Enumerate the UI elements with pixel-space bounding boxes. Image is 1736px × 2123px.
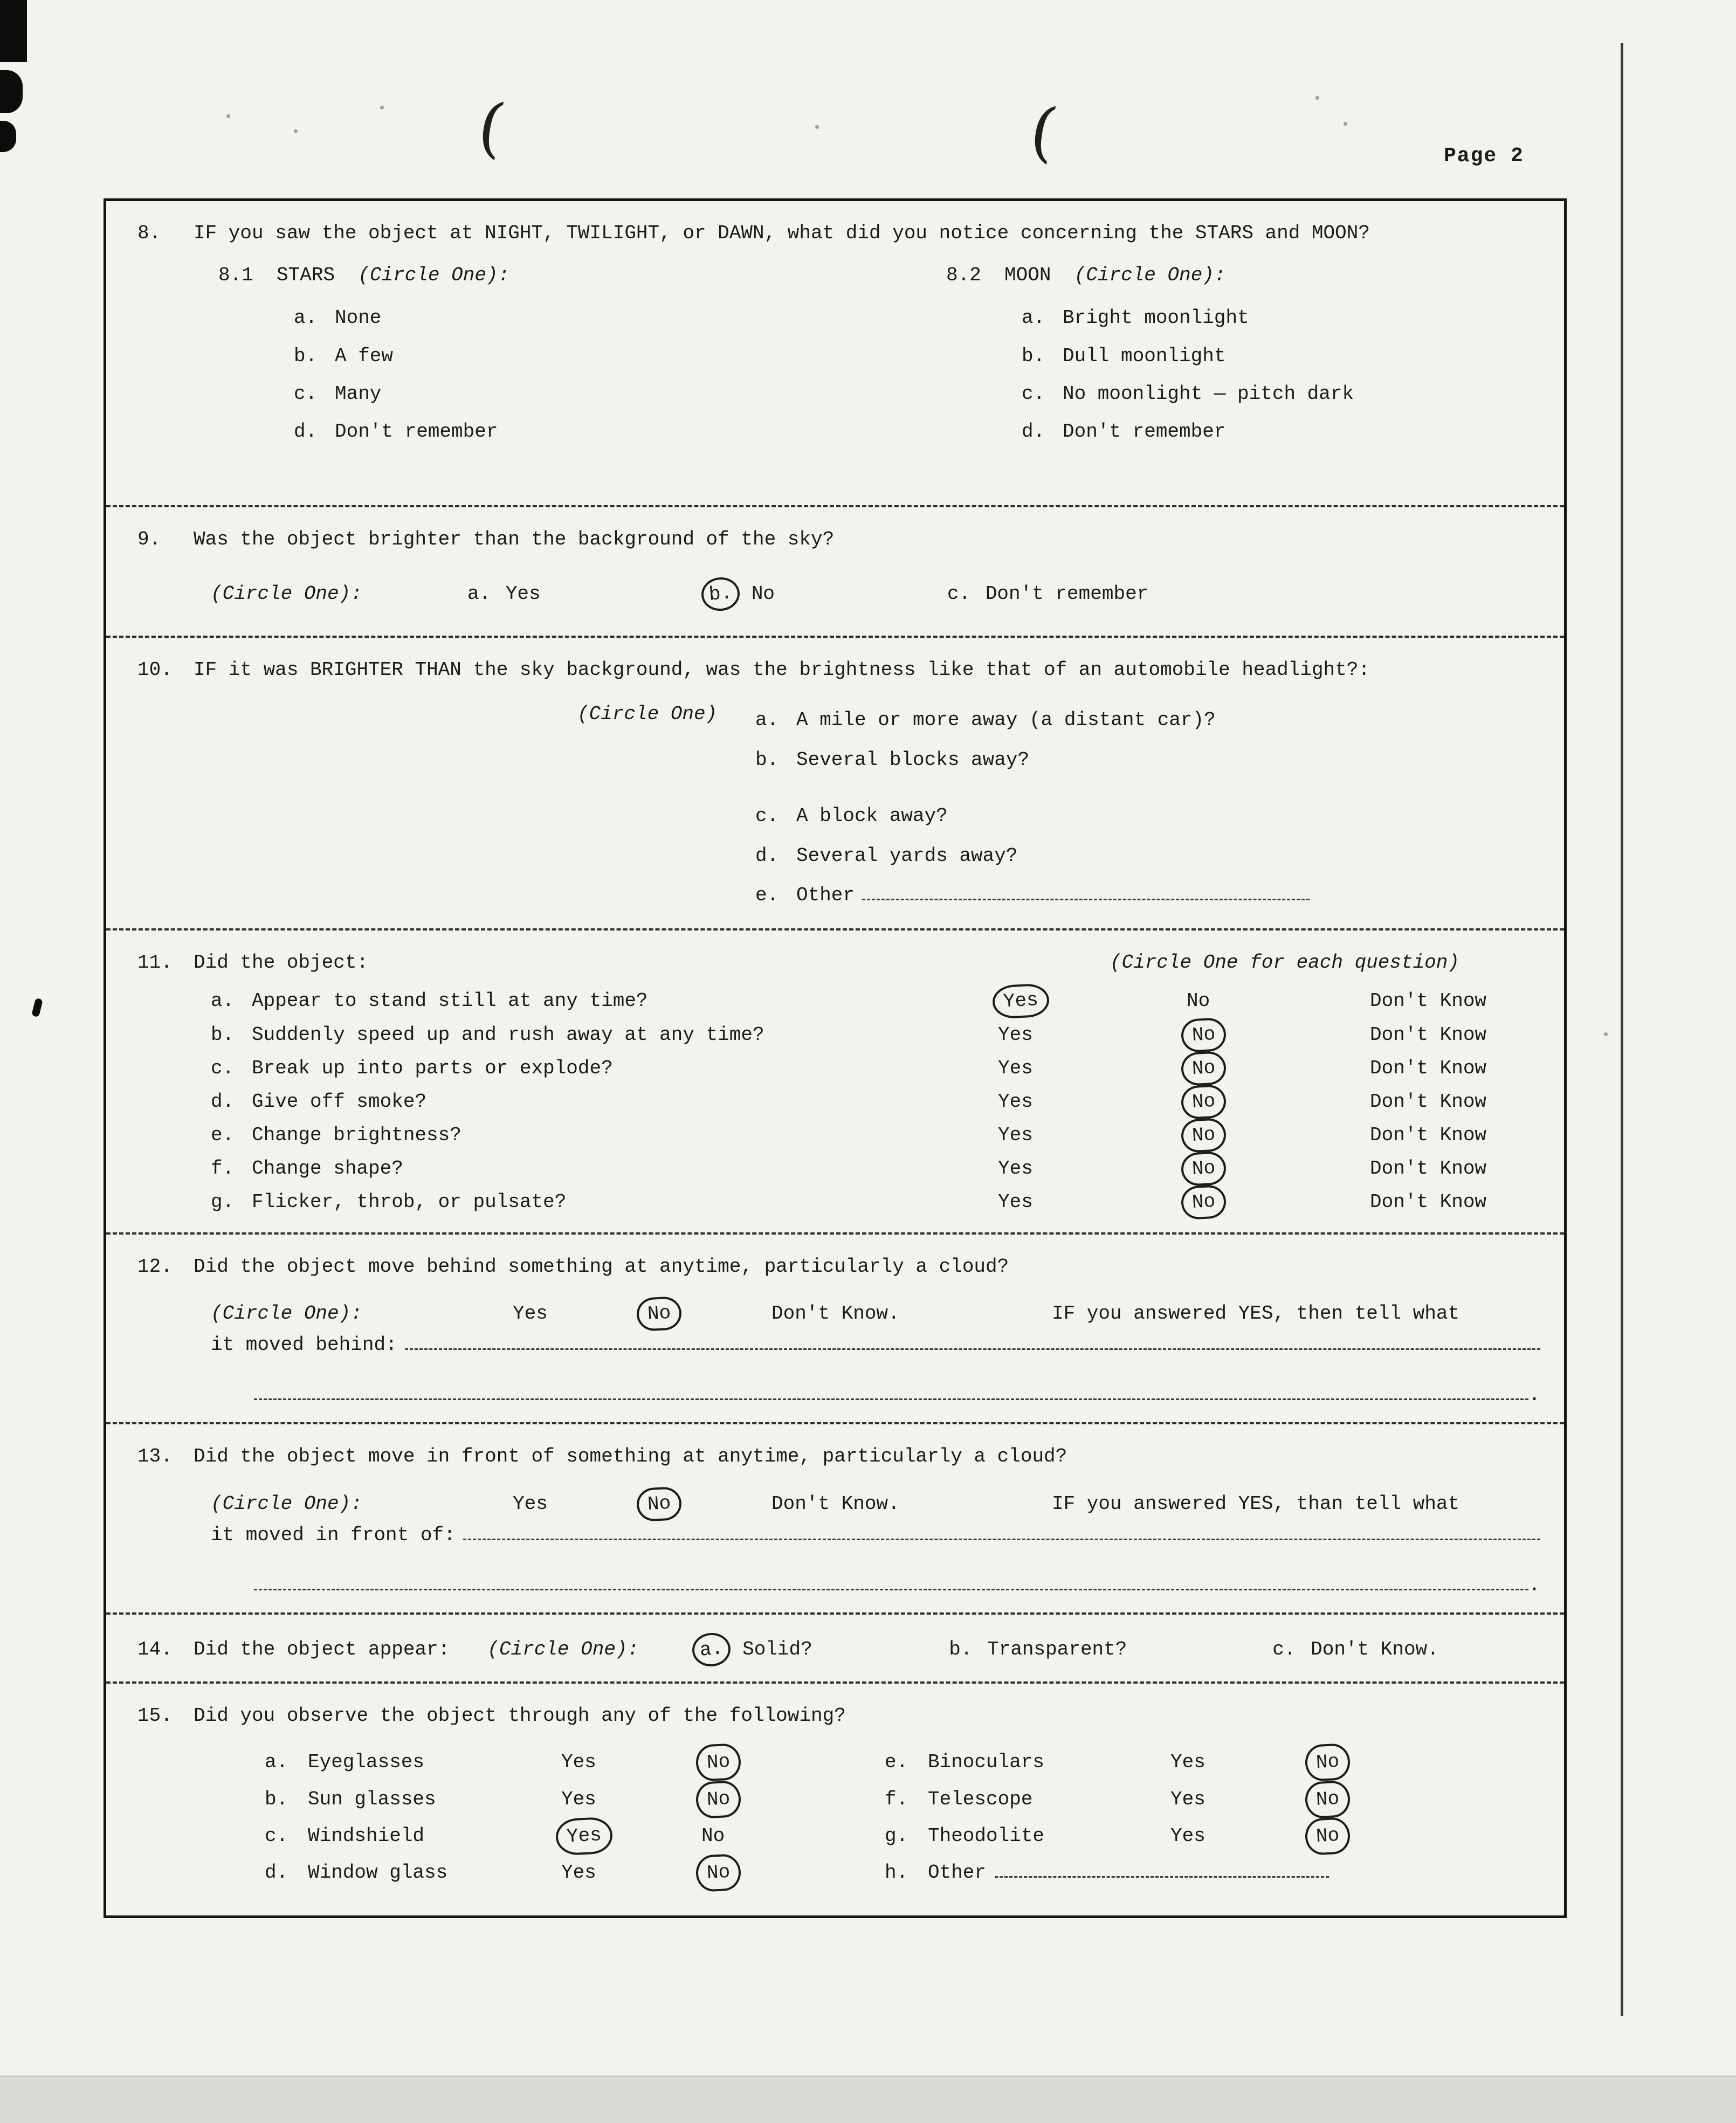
- option-letter: b.: [755, 748, 779, 771]
- answer-no[interactable]: No: [1180, 1184, 1227, 1220]
- answer-no[interactable]: No: [1304, 1743, 1351, 1782]
- item-label: Telescope: [928, 1788, 1033, 1810]
- sub-question-title: MOON: [1004, 264, 1051, 287]
- question-14-section: [106, 1615, 1564, 1684]
- sub-question-title: STARS: [277, 264, 335, 287]
- answer-yes[interactable]: Yes: [561, 1751, 596, 1774]
- question-text: Did the object move in front of something at anytime, particularly a cloud?: [194, 1445, 1067, 1468]
- question-text: IF you saw the object at NIGHT, TWILIGHT, or DAWN, what did you notice concerning the STARS and MOON?: [194, 222, 1370, 244]
- q12-followup-text: IF you answered YES, then tell what: [1052, 1302, 1460, 1325]
- row-label: [211, 1188, 993, 1216]
- answer-no[interactable]: No: [695, 1743, 742, 1782]
- row-question: Suddenly speed up and rush away at any time?: [252, 1023, 764, 1046]
- option-letter: b.: [700, 576, 741, 612]
- option-letter: d.: [1022, 420, 1045, 443]
- option-label: A block away?: [796, 804, 948, 827]
- q15-other-blank-field[interactable]: [995, 1858, 1329, 1878]
- question-15-section: [106, 1684, 1564, 1915]
- option-label: None: [335, 307, 382, 329]
- option-label: Don't remember: [985, 583, 1149, 605]
- row-question: Break up into parts or explode?: [252, 1057, 613, 1079]
- item-label: Theodolite: [928, 1824, 1045, 1847]
- q15-row-2: [265, 1781, 1540, 1818]
- option-label: Don't remember: [1063, 420, 1226, 443]
- answer-dont-know[interactable]: Don't Know: [1370, 1124, 1487, 1147]
- scan-speck: [1315, 96, 1319, 100]
- q10-option-d[interactable]: [755, 836, 1540, 876]
- q15-row-1: [265, 1744, 1540, 1781]
- circle-one-instruction: (Circle One): [577, 703, 718, 726]
- question-text: Did you observe the object through any of the following?: [194, 1705, 846, 1727]
- option-letter: d.: [211, 1090, 235, 1113]
- option-letter: c.: [294, 382, 318, 405]
- q14-option-transparent[interactable]: [946, 1636, 1269, 1664]
- option-letter: g.: [885, 1824, 908, 1847]
- q8-stars-option-b[interactable]: [294, 337, 946, 375]
- circle-one-instruction: (Circle One):: [211, 1302, 362, 1325]
- q11-row-e: [211, 1119, 1540, 1152]
- option-letter: c.: [755, 804, 779, 827]
- q15-answer-grid: [265, 1744, 1540, 1891]
- answer-yes[interactable]: Yes: [998, 1023, 1033, 1046]
- option-letter: a.: [211, 990, 235, 1012]
- answer-no[interactable]: No: [1304, 1780, 1351, 1819]
- question-number: 14.: [137, 1638, 173, 1661]
- option-label: No moonlight — pitch dark: [1063, 382, 1354, 405]
- q11-row-g: [211, 1185, 1540, 1219]
- answer-yes[interactable]: Yes: [991, 983, 1050, 1020]
- answer-dont-know[interactable]: Don't Know: [1370, 990, 1487, 1012]
- option-letter: e.: [211, 1124, 235, 1147]
- option-letter: d.: [755, 844, 779, 867]
- q8-moon-option-b[interactable]: [1022, 337, 1540, 375]
- option-label: Don't Know.: [1311, 1638, 1439, 1661]
- scan-smudge: [31, 998, 43, 1017]
- option-letter: b.: [949, 1638, 973, 1661]
- question-text: Did the object move behind something at anytime, particularly a cloud?: [194, 1255, 1009, 1278]
- item-label: Window glass: [308, 1862, 448, 1884]
- option-label: Other: [796, 884, 855, 907]
- question-number: 15.: [137, 1705, 173, 1727]
- answer-no[interactable]: No: [1180, 1151, 1227, 1187]
- item-label: Eyeglasses: [308, 1751, 425, 1774]
- option-letter: a.: [691, 1631, 732, 1668]
- q8-stars-option-d[interactable]: [294, 413, 946, 451]
- answer-no[interactable]: No: [695, 1853, 742, 1893]
- answer-no[interactable]: No: [1187, 990, 1210, 1012]
- question-number: 11.: [137, 952, 173, 974]
- option-letter: a.: [755, 709, 779, 732]
- q11-answer-grid: [211, 984, 1540, 1219]
- row-question: Change brightness?: [252, 1124, 461, 1147]
- answer-dont-know[interactable]: Don't Know: [1370, 1023, 1487, 1046]
- page-number-label: Page 2: [1444, 144, 1524, 168]
- option-label: A few: [335, 344, 394, 367]
- questionnaire-form: [104, 198, 1567, 1918]
- line-end-period: .: [1528, 1384, 1540, 1407]
- item-label: Windshield: [308, 1824, 425, 1847]
- question-number: 13.: [137, 1445, 173, 1468]
- option-letter: g.: [211, 1191, 235, 1214]
- answer-yes[interactable]: Yes: [513, 1302, 548, 1325]
- question-13-section: [106, 1424, 1564, 1615]
- row-label: [211, 1121, 993, 1149]
- option-letter: d.: [294, 420, 318, 443]
- q12-fill-label: it moved behind:: [211, 1334, 397, 1356]
- option-letter: e.: [755, 884, 779, 907]
- answer-yes[interactable]: Yes: [998, 1191, 1033, 1214]
- option-label: Dull moonlight: [1063, 344, 1226, 367]
- row-label: [211, 1088, 993, 1116]
- option-label: Solid?: [742, 1638, 812, 1661]
- q9-option-yes[interactable]: [464, 580, 701, 608]
- option-letter: b.: [265, 1788, 288, 1810]
- q12-moved-behind-field[interactable]: [405, 1331, 1540, 1350]
- scan-smudge: [0, 70, 23, 113]
- option-label: No: [751, 583, 775, 605]
- q9-option-dont-remember[interactable]: [944, 580, 1148, 608]
- scan-smudge: [0, 121, 16, 152]
- scan-speck: [294, 129, 298, 133]
- answer-dont-know[interactable]: Don't Know.: [771, 1302, 900, 1325]
- option-letter: c.: [265, 1824, 288, 1847]
- q10-option-c[interactable]: [755, 796, 1540, 836]
- q10-option-a[interactable]: [755, 700, 1540, 740]
- answer-no[interactable]: No: [1180, 1084, 1227, 1120]
- question-12-section: [106, 1235, 1564, 1425]
- scan-speck: [815, 125, 819, 129]
- answer-yes[interactable]: Yes: [998, 1124, 1033, 1147]
- question-number: 8.: [137, 222, 161, 244]
- option-letter: c.: [1022, 382, 1045, 405]
- answer-dont-know[interactable]: Don't Know: [1370, 1057, 1487, 1079]
- q11-row-d: [211, 1085, 1540, 1119]
- q8-moon-column: [946, 261, 1540, 451]
- answer-no[interactable]: No: [695, 1780, 742, 1819]
- q8-stars-option-c[interactable]: [294, 375, 946, 413]
- answer-no[interactable]: No: [1180, 1118, 1227, 1153]
- crop-mark-paren: (: [473, 88, 510, 167]
- option-label: Bright moonlight: [1063, 307, 1249, 329]
- option-letter: b.: [294, 344, 318, 367]
- option-letter: a.: [265, 1751, 288, 1774]
- q13-followup-text: IF you answered YES, than tell what: [1052, 1492, 1460, 1515]
- crop-mark-paren: (: [1025, 93, 1062, 171]
- question-text: IF it was BRIGHTER THAN the sky background, was the brightness like that of an automobile headlight?:: [194, 659, 1370, 681]
- q10-option-b[interactable]: [755, 740, 1540, 780]
- scan-speck: [226, 114, 230, 118]
- option-letter: a.: [467, 583, 491, 605]
- option-letter: e.: [885, 1751, 908, 1774]
- answer-no[interactable]: No: [701, 1824, 725, 1847]
- row-question: Flicker, throb, or pulsate?: [252, 1191, 567, 1214]
- q8-moon-option-d[interactable]: [1022, 413, 1540, 451]
- scan-speck: [1344, 122, 1347, 126]
- row-question: Give off smoke?: [252, 1090, 427, 1113]
- q15-row-3: [265, 1818, 1540, 1855]
- question-number: 12.: [137, 1255, 173, 1278]
- q15-row-4: [265, 1855, 1540, 1891]
- question-11-section: [106, 930, 1564, 1235]
- answer-yes[interactable]: Yes: [555, 1816, 613, 1856]
- circle-one-instruction: (Circle One):: [211, 1492, 362, 1515]
- question-9-section: [106, 507, 1564, 638]
- option-letter: c.: [1272, 1638, 1296, 1661]
- answer-yes[interactable]: Yes: [1170, 1788, 1205, 1810]
- row-question: Appear to stand still at any time?: [252, 990, 648, 1012]
- item-label: Binoculars: [928, 1751, 1045, 1774]
- sub-question-number: 8.1: [218, 264, 253, 287]
- option-letter: b.: [211, 1023, 235, 1046]
- question-text: Did the object:: [194, 952, 369, 974]
- option-letter: f.: [885, 1788, 908, 1810]
- option-label: A mile or more away (a distant car)?: [796, 709, 1216, 732]
- answer-dont-know[interactable]: Don't Know: [1370, 1191, 1487, 1214]
- q12-moved-behind-field-line2[interactable]: [254, 1381, 1528, 1400]
- option-letter: b.: [1022, 344, 1045, 367]
- answer-yes[interactable]: Yes: [998, 1057, 1033, 1079]
- answer-dont-know[interactable]: Don't Know.: [771, 1492, 900, 1515]
- scan-speck: [380, 106, 384, 109]
- option-label: Several yards away?: [796, 844, 1018, 867]
- answer-no[interactable]: No: [636, 1296, 682, 1332]
- scan-smudge: [0, 0, 27, 62]
- q13-fill-label: it moved in front of:: [211, 1524, 456, 1546]
- item-label: Sun glasses: [308, 1788, 436, 1810]
- q10-option-e[interactable]: [755, 876, 1540, 915]
- line-end-period: .: [1528, 1574, 1540, 1596]
- answer-yes[interactable]: Yes: [561, 1788, 596, 1810]
- q8-moon-option-a[interactable]: [1022, 299, 1540, 337]
- q9-option-no[interactable]: [701, 577, 944, 611]
- q14-option-dont-know[interactable]: [1269, 1636, 1438, 1664]
- answer-yes[interactable]: Yes: [561, 1862, 596, 1884]
- circle-one-instruction: (Circle One):: [1074, 264, 1226, 287]
- circle-one-instruction: (Circle One for each question): [1110, 952, 1459, 974]
- q8-stars-column: [218, 261, 946, 451]
- circle-one-instruction: (Circle One):: [358, 264, 510, 287]
- question-10-section: [106, 638, 1564, 930]
- answer-no[interactable]: No: [636, 1486, 682, 1521]
- answer-dont-know[interactable]: Don't Know: [1370, 1090, 1487, 1113]
- circle-one-instruction: (Circle One):: [487, 1638, 639, 1661]
- option-letter: c.: [211, 1057, 235, 1079]
- answer-yes[interactable]: Yes: [998, 1090, 1033, 1113]
- scan-speck: [1604, 1032, 1608, 1036]
- item-label: Other: [928, 1862, 987, 1884]
- q8-stars-option-a[interactable]: [294, 299, 946, 337]
- scan-bottom-strip: [0, 2076, 1736, 2123]
- answer-dont-know[interactable]: Don't Know: [1370, 1157, 1487, 1180]
- q11-row-f: [211, 1152, 1540, 1185]
- circle-one-instruction: (Circle One):: [211, 583, 362, 605]
- q14-option-solid[interactable]: [692, 1633, 946, 1666]
- sub-question-number: 8.2: [946, 264, 981, 287]
- option-letter: f.: [211, 1157, 235, 1180]
- q13-moved-in-front-field-line2[interactable]: [254, 1571, 1528, 1590]
- answer-no[interactable]: No: [1304, 1817, 1351, 1856]
- question-number: 10.: [137, 659, 173, 681]
- option-label: Transparent?: [987, 1638, 1127, 1661]
- answer-no[interactable]: No: [1180, 1051, 1227, 1086]
- row-label: [211, 1021, 993, 1049]
- row-label: [211, 1054, 993, 1083]
- option-label: Yes: [505, 583, 541, 605]
- answer-no[interactable]: No: [1180, 1017, 1227, 1052]
- q11-row-a: [211, 984, 1540, 1018]
- q11-row-b: [211, 1018, 1540, 1052]
- answer-yes[interactable]: Yes: [998, 1157, 1033, 1180]
- option-letter: d.: [265, 1862, 288, 1884]
- option-letter: a.: [294, 307, 318, 329]
- page-edge-line: [1621, 43, 1623, 2016]
- option-letter: h.: [885, 1862, 908, 1884]
- option-label: Many: [335, 382, 382, 405]
- question-text: Was the object brighter than the background of the sky?: [194, 528, 835, 550]
- option-label: Several blocks away?: [796, 748, 1030, 771]
- row-label: [211, 987, 993, 1015]
- question-number: 9.: [137, 528, 161, 550]
- q13-moved-in-front-field[interactable]: [463, 1521, 1540, 1540]
- q11-row-c: [211, 1052, 1540, 1085]
- option-label: Don't remember: [335, 420, 498, 443]
- row-question: Change shape?: [252, 1157, 403, 1180]
- q10-other-blank-field[interactable]: [862, 881, 1310, 900]
- option-letter: a.: [1022, 307, 1045, 329]
- answer-yes[interactable]: Yes: [1170, 1751, 1205, 1774]
- question-text: Did the object appear:: [194, 1638, 450, 1661]
- question-8-section: [106, 201, 1564, 507]
- option-letter: c.: [947, 583, 971, 605]
- answer-yes[interactable]: Yes: [1170, 1824, 1205, 1847]
- row-label: [211, 1155, 993, 1183]
- answer-yes[interactable]: Yes: [513, 1492, 548, 1515]
- q8-moon-option-c[interactable]: [1022, 375, 1540, 413]
